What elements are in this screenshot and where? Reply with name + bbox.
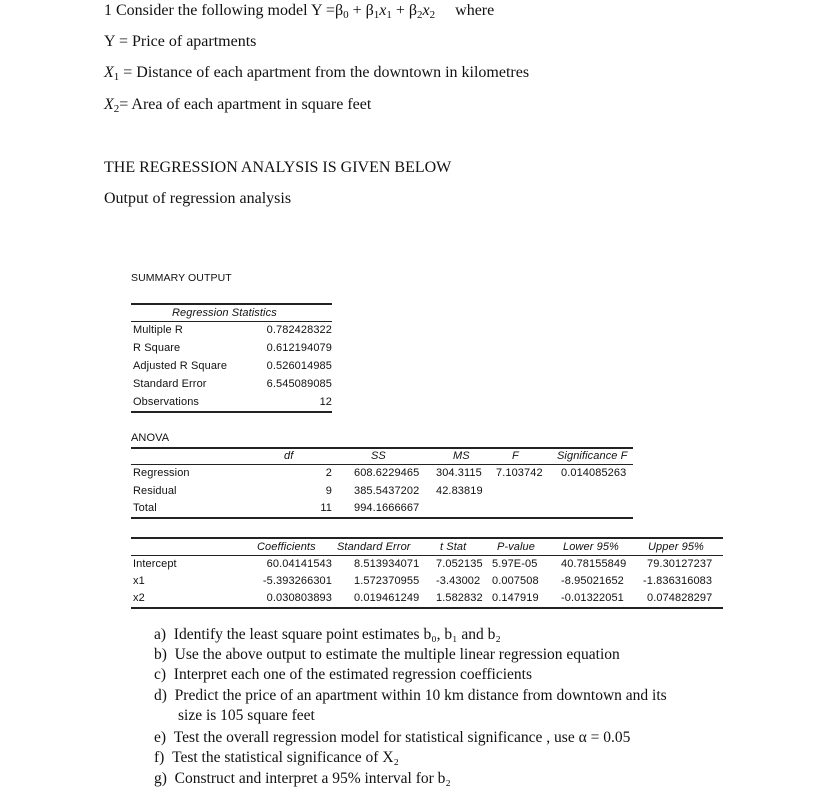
- y-definition: Y = Price of apartments: [104, 33, 257, 50]
- anova-top-rule: [131, 447, 633, 449]
- anova-col-df: df: [284, 450, 294, 462]
- coef-col-t: t Stat: [440, 541, 467, 553]
- cell-df: 9: [325, 485, 332, 497]
- coef-col-lo: Lower 95%: [563, 541, 619, 553]
- cell-p: 0.007508: [492, 575, 539, 587]
- anova-bottom-rule: [131, 517, 633, 519]
- cell-p: 5.97E-05: [492, 558, 538, 570]
- cell-df: 2: [325, 467, 332, 479]
- cell-lo: -0.01322051: [561, 592, 624, 604]
- row-label: x2: [133, 592, 145, 604]
- question-number: 1: [104, 2, 112, 19]
- cell-df: 11: [320, 502, 332, 514]
- list-item: b) Use the above output to estimate the multiple linear regression equation: [154, 646, 620, 663]
- cell-ms: 42.83819: [436, 485, 483, 497]
- model-equation: $Y =\beta_0 + \beta_1x_1 + \beta_2x_2$: [310, 2, 436, 21]
- x2-definition: $X_2=$ Area of each apartment in square feet: [104, 96, 372, 115]
- stat-label: R Square: [133, 342, 181, 354]
- summary-title: SUMMARY OUTPUT: [131, 272, 232, 284]
- cell-ss: 994.1666667: [354, 502, 420, 514]
- row-label: Regression: [133, 467, 190, 479]
- anova-title: ANOVA: [131, 432, 170, 444]
- anova-col-sig: Significance F: [557, 450, 628, 462]
- stat-value: 12: [319, 396, 332, 408]
- stats-bottom-rule: [131, 411, 332, 413]
- list-item: d) Predict the price of an apartment within 10 km distance from downtown and its: [154, 687, 667, 704]
- row-label: x1: [133, 575, 145, 587]
- intro-text: Consider the following model: [116, 2, 308, 19]
- list-item: g) Construct and interpret a 95% interval for b₂: [154, 770, 451, 787]
- stats-header-rule: [131, 321, 332, 322]
- cell-ss: 608.6229465: [354, 467, 420, 479]
- cell-hi: 0.074828297: [647, 592, 713, 604]
- cell-ms: 304.3115: [436, 467, 482, 479]
- list-item: e) Test the overall regression model for statistical significance , use α = 0.05: [154, 729, 631, 746]
- anova-col-f: F: [512, 450, 519, 462]
- coef-col-se: Standard Error: [337, 541, 411, 553]
- stat-value: 0.526014985: [266, 360, 332, 372]
- cell-lo: -8.95021652: [561, 575, 624, 587]
- anova-col-ss: SS: [371, 450, 386, 462]
- cell-sig: 0.014085263: [561, 467, 627, 479]
- cell-ss: 385.5437202: [354, 485, 420, 497]
- cell-t: 1.582832: [436, 592, 483, 604]
- cell-coef: 60.04141543: [266, 558, 332, 570]
- cell-hi: -1.836316083: [643, 575, 713, 587]
- list-item: f) Test the statistical significance of X₂: [154, 749, 399, 766]
- cell-t: -3.43002: [436, 575, 481, 587]
- row-label: Intercept: [133, 558, 177, 570]
- model-statement: [104, 2, 494, 21]
- coef-top-rule: [131, 537, 723, 539]
- coef-col-hi: Upper 95%: [648, 541, 704, 553]
- coef-bottom-rule: [131, 607, 723, 609]
- cell-se: 1.572370955: [354, 575, 420, 587]
- cell-se: 8.513934071: [354, 558, 420, 570]
- coef-col-coef: Coefficients: [257, 541, 316, 553]
- row-label: Residual: [133, 485, 177, 497]
- stat-value: 0.782428322: [266, 324, 332, 336]
- x1-definition: $X_1$ = Distance of each apartment from the downtown in kilometres: [104, 64, 530, 83]
- cell-hi: 79.30127237: [647, 558, 713, 570]
- coef-col-p: P-value: [497, 541, 535, 553]
- where-text: where: [455, 2, 495, 19]
- cell-p: 0.147919: [492, 592, 539, 604]
- coef-header-rule: [131, 555, 723, 556]
- section-subtitle: Output of regression analysis: [104, 190, 292, 207]
- cell-t: 7.052135: [436, 558, 483, 570]
- anova-col-ms: MS: [453, 450, 470, 462]
- stat-label: Multiple R: [133, 324, 183, 336]
- row-label: Total: [133, 502, 157, 514]
- cell-coef: 0.030803893: [266, 592, 332, 604]
- cell-coef: -5.393266301: [262, 575, 332, 587]
- cell-lo: 40.78155849: [561, 558, 627, 570]
- list-item-continuation: size is 105 square feet: [178, 707, 315, 724]
- stat-label: Standard Error: [133, 378, 207, 390]
- cell-f: 7.103742: [496, 467, 543, 479]
- list-item: a) Identify the least square point estimates b₀, b₁ and b₂: [154, 626, 501, 643]
- stat-label: Adjusted R Square: [133, 360, 228, 372]
- anova-header-rule: [131, 464, 633, 465]
- stat-value: 0.612194079: [266, 342, 332, 354]
- stats-top-rule: [131, 303, 332, 305]
- list-item: c) Interpret each one of the estimated regression coefficients: [154, 666, 533, 683]
- stat-value: 6.545089085: [266, 378, 332, 390]
- section-title: THE REGRESSION ANALYSIS IS GIVEN BELOW: [104, 159, 452, 176]
- cell-se: 0.019461249: [354, 592, 420, 604]
- stat-label: Observations: [133, 396, 200, 408]
- stats-header: Regression Statistics: [172, 307, 277, 319]
